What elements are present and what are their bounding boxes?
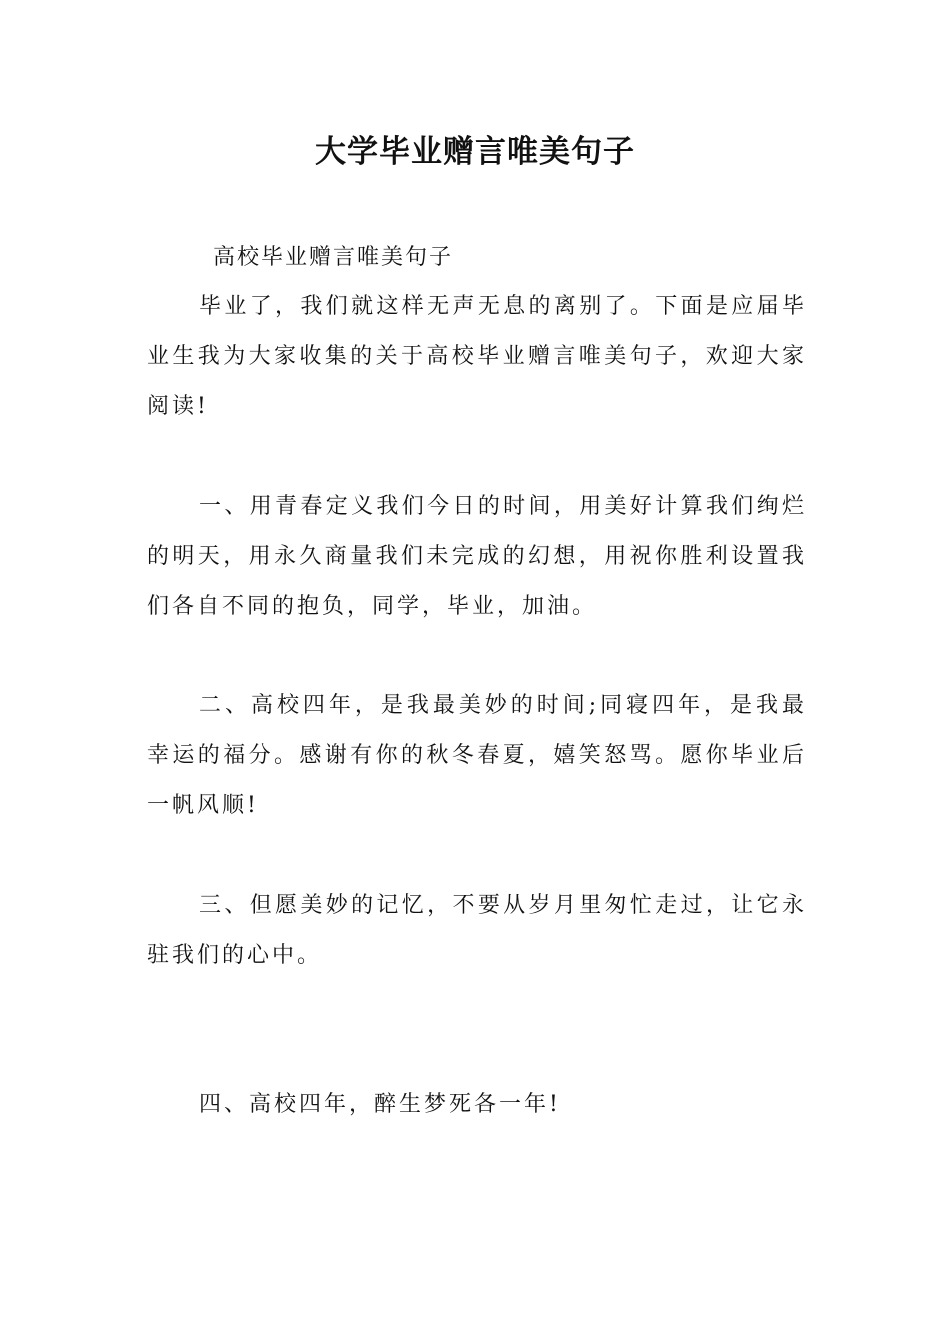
paragraph-quote-1: 一、用青春定义我们今日的时间，用美好计算我们绚烂的明天，用永久商量我们未完成的幻想，用祝你胜利设置我们各自不同的抱负，同学，毕业，加油。 [147,494,807,619]
paragraph-quote-3: 三、但愿美妙的记忆，不要从岁月里匆忙走过，让它永驻我们的心中。 [147,893,807,968]
paragraph-quote-4: 四、高校四年，醉生梦死各一年! [199,1092,561,1117]
document-title: 大学毕业赠言唯美句子 [315,134,635,170]
paragraph-intro: 毕业了，我们就这样无声无息的离别了。下面是应届毕业生我为大家收集的关于高校毕业赠言唯美句子，欢迎大家阅读! [147,294,807,419]
paragraph-quote-2: 二、高校四年，是我最美妙的时间;同寝四年，是我最幸运的福分。感谢有你的秋冬春夏，嬉笑怒骂。愿你毕业后一帆风顺! [147,693,807,818]
document-subtitle: 高校毕业赠言唯美句子 [213,245,454,270]
